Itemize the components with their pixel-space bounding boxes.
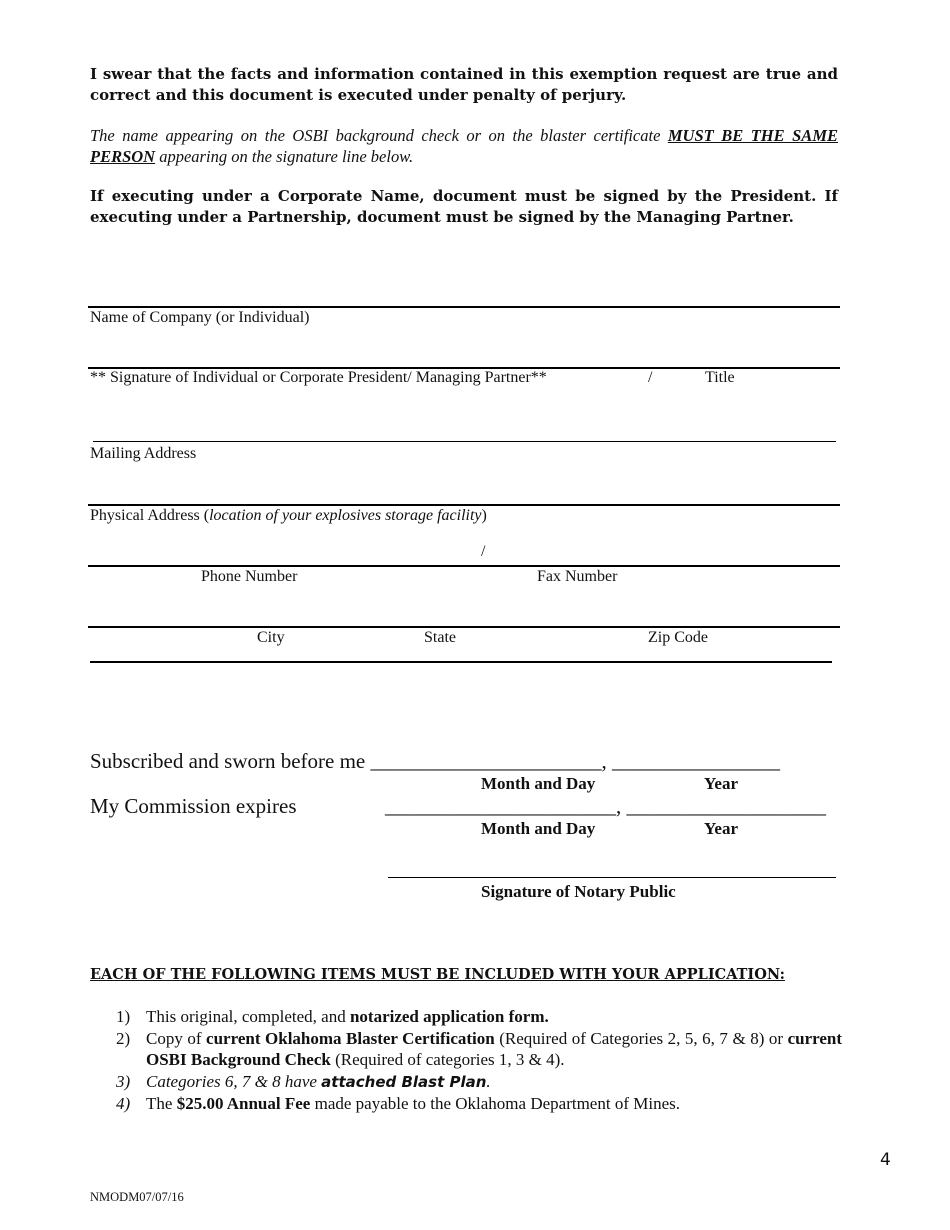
item4-text-a: The (146, 1094, 177, 1113)
item2-text-e: (Required of categories 1, 3 & 4). (330, 1050, 565, 1069)
item3-blast-plan: attached Blast Plan (321, 1072, 487, 1091)
list-item-number: 3) (116, 1071, 131, 1091)
mailing-address-label: Mailing Address (90, 445, 197, 462)
list-item (112, 1028, 842, 1071)
item3-text-c: . (486, 1071, 491, 1091)
year-label-1: Year (704, 774, 738, 793)
item2-bold-d: current OSBI Background Check (146, 1028, 843, 1069)
commission-expires-label: My Commission expires (90, 794, 297, 818)
city-label: City (257, 629, 285, 646)
page-number: 4 (880, 1150, 891, 1170)
list-item-number: 2) (116, 1028, 131, 1048)
list-item (112, 1071, 842, 1094)
title-label: Title (705, 369, 735, 386)
osbi-emphasis: MUST BE THE SAME PERSON (90, 126, 838, 166)
list-item-text (146, 1006, 842, 1028)
list-item-text (146, 1093, 842, 1115)
notary-signature-line[interactable] (388, 877, 836, 878)
company-name-label: Name of Company (or Individual) (90, 309, 310, 326)
item2-bold-b: current Oklahoma Blaster Certification (206, 1028, 495, 1048)
signature-title-separator: / (648, 369, 653, 386)
address-bottom-rule (90, 661, 832, 663)
phone-fax-separator: / (481, 543, 486, 560)
state-label: State (424, 629, 456, 646)
list-item-number: 1) (116, 1007, 131, 1026)
list-item-number: 4) (116, 1094, 131, 1113)
item3-text-a: Categories 6, 7 & 8 have (146, 1071, 322, 1091)
notary-signature-label: Signature of Notary Public (481, 882, 676, 901)
physical-address-note: location of your explosives storage facility (209, 507, 482, 524)
signature-label: ** Signature of Individual or Corporate President/ Managing Partner** (90, 369, 547, 386)
physical-address-label-text: Physical Address ( (90, 507, 210, 524)
city-state-zip-line[interactable] (88, 626, 840, 628)
requirements-list (112, 1006, 842, 1115)
company-name-line[interactable] (88, 306, 840, 308)
physical-address-label-close: ) (481, 507, 487, 524)
item2-text-a: Copy of (146, 1028, 207, 1048)
item4-bold-fee: $25.00 Annual Fee (176, 1094, 311, 1113)
perjury-statement: I swear that the facts and information contained in this exemption request are true and correct and this document is executed under penalty of perjury. (90, 65, 838, 104)
corporate-signing-statement: If executing under a Corporate Name, document must be signed by the President. If executing under a Partnership, document must be signed by the Managing Partner. (90, 187, 838, 226)
subscribed-sworn-line[interactable]: Subscribed and sworn before me ______________________, ________________ (90, 749, 781, 773)
month-and-day-label-1: Month and Day (481, 774, 596, 793)
year-label-2: Year (704, 819, 738, 838)
physical-address-line[interactable] (88, 504, 840, 506)
list-item-text (146, 1071, 842, 1094)
phone-number-label: Phone Number (201, 568, 298, 585)
osbi-name-statement (90, 125, 838, 167)
zip-code-label: Zip Code (648, 629, 708, 646)
phone-fax-line[interactable] (88, 565, 840, 567)
list-item (112, 1093, 842, 1115)
mailing-address-line[interactable] (93, 441, 836, 442)
osbi-text-post: appearing on the signature line below. (155, 147, 414, 166)
item1-bold: notarized application form. (349, 1007, 549, 1026)
month-and-day-label-2: Month and Day (481, 819, 596, 838)
item2-text-c: (Required of Categories 2, 5, 6, 7 & 8) or (494, 1028, 788, 1048)
list-item-text (146, 1028, 842, 1071)
list-item (112, 1006, 842, 1028)
item1-text: This original, completed, and (146, 1007, 350, 1026)
fax-number-label: Fax Number (537, 568, 618, 585)
requirements-heading: EACH OF THE FOLLOWING ITEMS MUST BE INCLUDED WITH YOUR APPLICATION: (90, 966, 785, 983)
form-code: NMODM07/07/16 (90, 1190, 184, 1204)
commission-expires-blank[interactable]: ______________________, ___________________ (385, 794, 826, 818)
item4-text-c: made payable to the Oklahoma Department of Mines. (310, 1094, 680, 1113)
physical-address-label (90, 507, 487, 525)
osbi-text-pre: The name appearing on the OSBI background check or on the blaster certificate (90, 126, 668, 145)
